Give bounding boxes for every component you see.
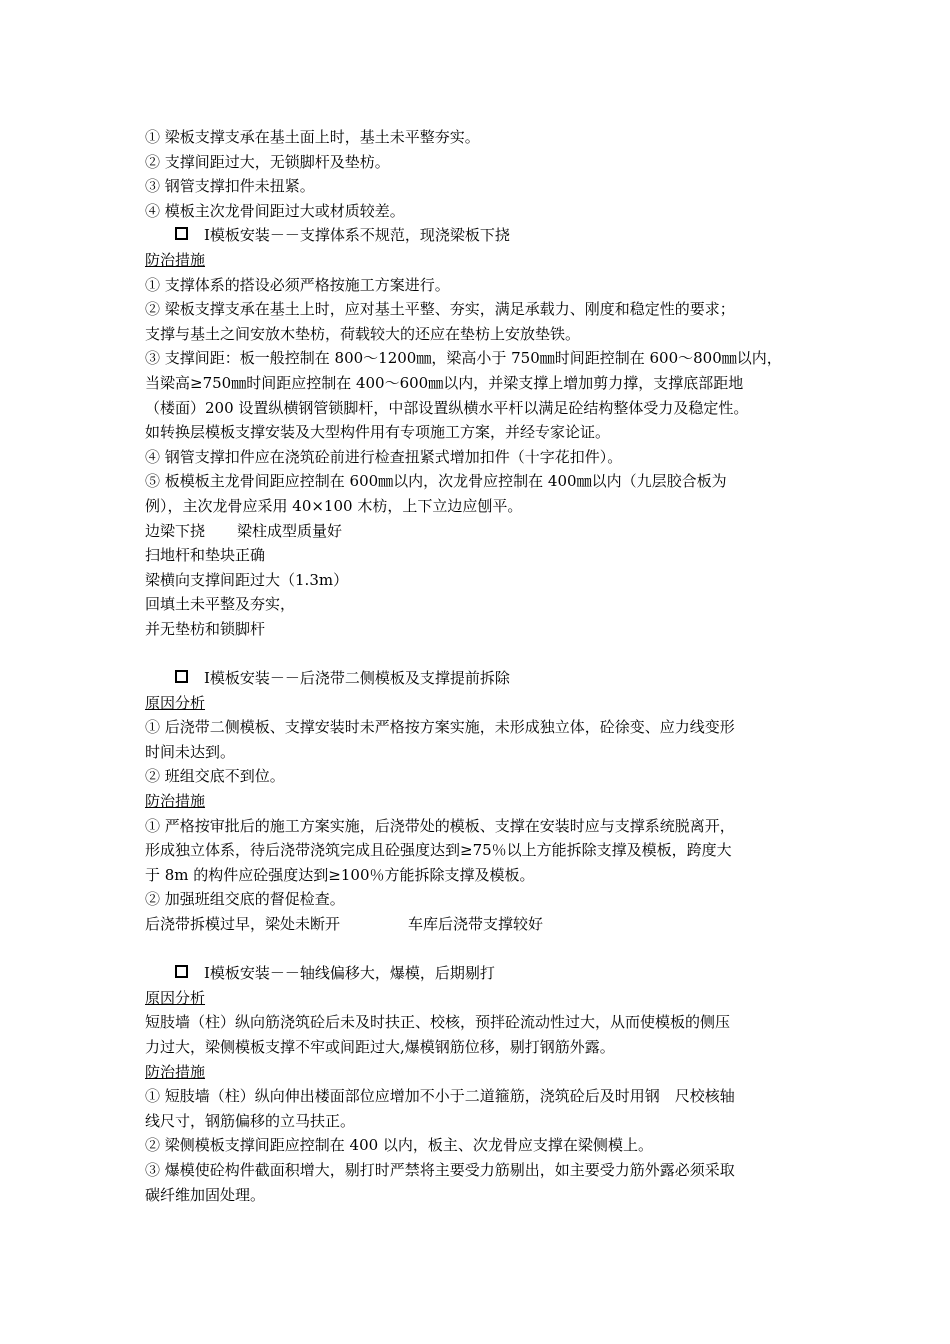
square-bullet-icon <box>175 965 188 978</box>
measure-item: 形成独立体系，待后浇带浇筑完成且砼强度达到≥75％以上方能拆除支撑及模板，跨度大 <box>145 841 732 860</box>
cause-item: ① 后浇带二侧模板、支撑安装时未严格按方案实施，未形成独立体，砼徐变、应力线变形 <box>145 718 735 737</box>
measure-item: （楼面）200 设置纵横钢管锁脚杆，中部设置纵横水平杆以满足砼结构整体受力及稳定性。 <box>145 398 749 417</box>
spacer <box>145 641 825 666</box>
spacer <box>145 937 825 962</box>
measure-item: ① 支撑体系的搭设必须严格按施工方案进行。 <box>145 275 450 294</box>
cause-item: ② 班组交底不到位。 <box>145 767 285 786</box>
section-heading <box>145 223 825 248</box>
measure-item: ⑤ 板模板主龙骨间距应控制在 600㎜以内，次龙骨应控制在 400㎜以内（九层胶合板为 <box>145 472 727 491</box>
causes-label: 原因分析 <box>145 693 206 712</box>
measure-item: ② 加强班组交底的督促检查。 <box>145 890 345 909</box>
cause-item: ③ 钢管支撑扣件未扭紧。 <box>145 177 315 196</box>
measure-item: ① 短肢墙（柱）纵向伸出楼面部位应增加不小于二道箍筋，浇筑砼后及时用钢 尺校核轴 <box>145 1087 735 1106</box>
measure-item: ④ 钢管支撑扣件应在浇筑砼前进行检查扭紧式增加扣件（十字花扣件）。 <box>145 447 623 466</box>
measure-item: 当梁高≥750㎜时间距应控制在 400～600㎜以内，并梁支撑上增加剪力撑，支撑底部距地 <box>145 373 744 392</box>
measure-item: ③ 支撑间距：板一般控制在 800～1200㎜，梁高小于 750㎜时间距控制在 600～800㎜以内， <box>145 349 782 368</box>
cause-item: ① 梁板支撑支承在基土面上时，基土未平整夯实。 <box>145 128 480 146</box>
causes-label: 原因分析 <box>145 988 206 1007</box>
square-bullet-icon <box>175 227 188 240</box>
image-caption: 扫地杆和垫块正确 <box>145 546 266 565</box>
image-caption: 梁柱成型质量好 <box>237 521 343 540</box>
cause-item: ② 支撑间距过大，无锁脚杆及垫枋。 <box>145 152 390 171</box>
section-heading-text: Ⅰ模板安装－－轴线偏移大，爆模，后期剔打 <box>204 964 495 983</box>
measure-item: 如转换层模板支撑安装及大型构件用有专项施工方案，并经专家论证。 <box>145 423 611 442</box>
image-caption-row <box>145 912 825 937</box>
measures-label: 防治措施 <box>145 1062 206 1081</box>
section-heading-text: Ⅰ模板安装－－支撑体系不规范，现浇梁板下挠 <box>204 226 510 245</box>
image-caption: 边梁下挠 <box>145 521 206 540</box>
measure-item: 碳纤维加固处理。 <box>145 1185 266 1204</box>
section-heading <box>145 666 825 691</box>
cause-item: ④ 模板主次龙骨间距过大或材质较差。 <box>145 201 405 220</box>
measure-item: 支撑与基土之间安放木垫枋，荷载较大的还应在垫枋上安放垫铁。 <box>145 324 581 343</box>
image-caption-row <box>145 519 825 544</box>
section-heading <box>145 961 825 986</box>
cause-item: 力过大，梁侧模板支撑不牢或间距过大,爆模钢筋位移，剔打钢筋外露。 <box>145 1037 615 1056</box>
measures-label: 防治措施 <box>145 792 206 811</box>
cause-item: 时间未达到。 <box>145 742 236 761</box>
measure-item: 线尺寸，钢筋偏移的立马扶正。 <box>145 1111 356 1130</box>
measure-item: 例），主次龙骨应采用 40×100 木枋，上下立边应刨平。 <box>145 496 523 515</box>
document-page <box>145 125 825 1207</box>
image-caption: 梁横向支撑间距过大（1.3m） <box>145 570 349 589</box>
image-caption: 后浇带拆模过早，梁处未断开 <box>145 915 341 933</box>
square-bullet-icon <box>175 670 188 683</box>
measures-label: 防治措施 <box>145 250 206 269</box>
measure-item: ② 梁板支撑支承在基土上时，应对基土平整、夯实，满足承载力、刚度和稳定性的要求； <box>145 300 735 319</box>
cause-item: 短肢墙（柱）纵向筋浇筑砼后未及时扶正、校核，预拌砼流动性过大，从而使模板的侧压 <box>145 1013 731 1032</box>
image-caption: 回填土未平整及夯实， <box>145 595 296 614</box>
image-caption: 并无垫枋和锁脚杆 <box>145 619 266 638</box>
measure-item: ② 梁侧模板支撑间距应控制在 400 以内，板主、次龙骨应支撑在梁侧模上。 <box>145 1136 653 1155</box>
section-heading-text: Ⅰ模板安装－－后浇带二侧模板及支撑提前拆除 <box>204 669 510 688</box>
measure-item: ① 严格按审批后的施工方案实施，后浇带处的模板、支撑在安装时应与支撑系统脱离开， <box>145 816 735 835</box>
image-caption: 车库后浇带支撑较好 <box>408 915 544 933</box>
measure-item: 于 8m 的构件应砼强度达到≥100％方能拆除支撑及模板。 <box>145 865 535 884</box>
measure-item: ③ 爆模使砼构件截面积增大，剔打时严禁将主要受力筋剔出，如主要受力筋外露必须采取 <box>145 1160 735 1179</box>
